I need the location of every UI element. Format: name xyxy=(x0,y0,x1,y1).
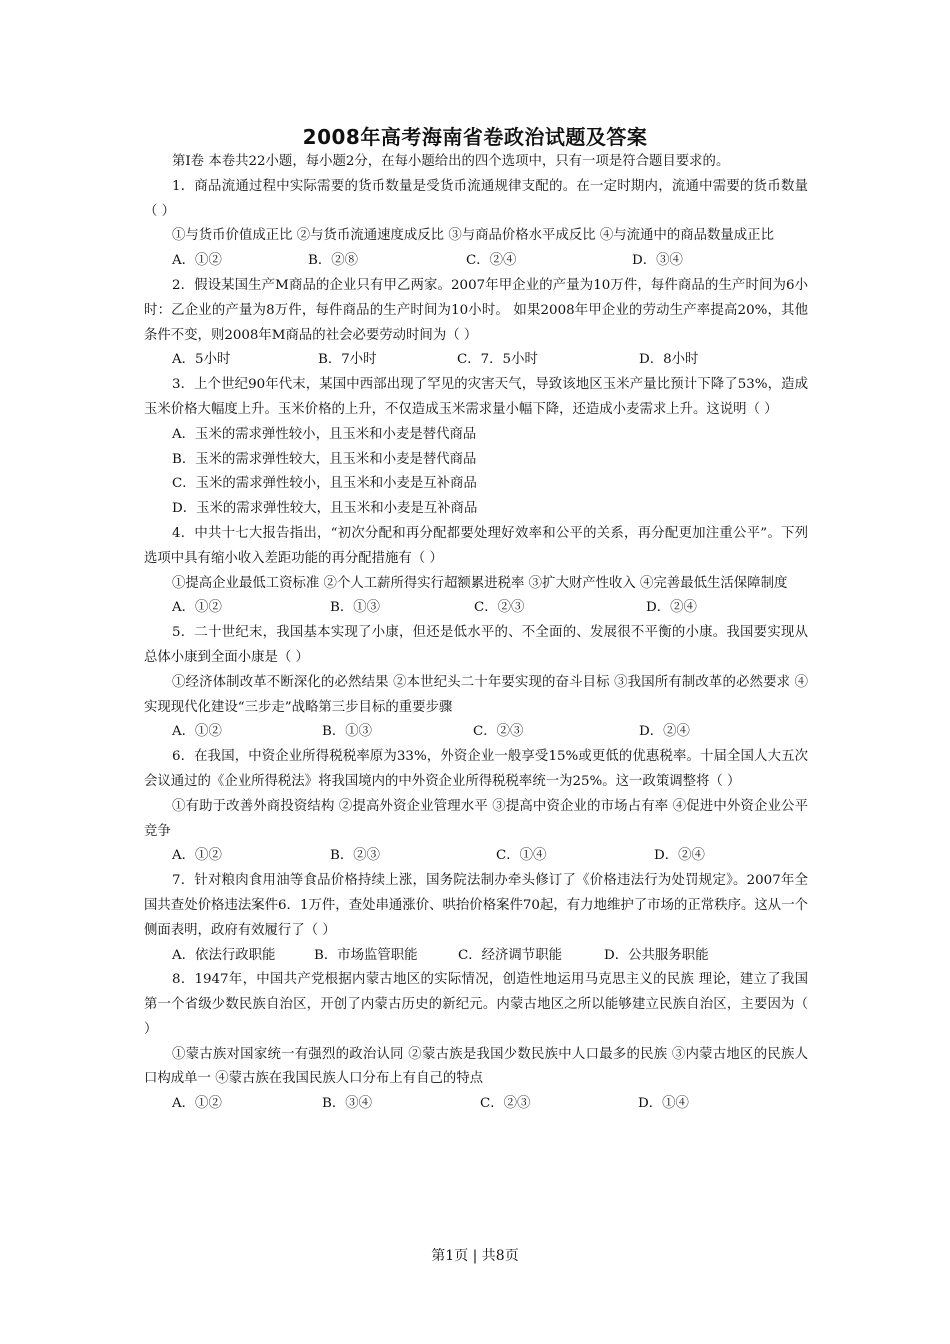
option-b: B．①③ xyxy=(322,724,373,740)
question-5-options xyxy=(144,720,808,745)
question-4-stem: 4．中共十七大报告指出，“初次分配和再分配都要处理好效率和公平的关系，再分配更加注重公平”。下列选项中具有缩小收入差距功能的再分配措施有（ ） xyxy=(144,525,808,566)
option-b: B．②⑧ xyxy=(308,253,359,269)
option-a: A．5小时 xyxy=(172,352,231,368)
question-1-options xyxy=(144,249,808,274)
question-8-options xyxy=(144,1092,808,1117)
option-c: C．①④ xyxy=(496,848,547,864)
question-5-items: ①经济体制改革不断深化的必然结果 ②本世纪头二十年要实现的奋斗目标 ③我国所有制改革的必然要求 ④实现现代化建设“三步走”战略第三步目标的重要步骤 xyxy=(144,674,808,715)
question-3-option-c: C．玉米的需求弹性较小，且玉米和小麦是互补商品 xyxy=(172,476,477,492)
page-footer: 第1页 | 共8页 xyxy=(431,1248,519,1264)
option-b: B．②③ xyxy=(330,848,381,864)
option-d: D．①④ xyxy=(638,1096,689,1112)
question-3-option-a: A．玉米的需求弹性较小，且玉米和小麦是替代商品 xyxy=(172,426,477,442)
question-2-options xyxy=(144,348,808,373)
question-6-options xyxy=(144,844,808,869)
section-intro: 第Ⅰ卷 本卷共22小题，每小题2分，在每小题给出的四个选项中，只有一项是符合题目要求的。 xyxy=(172,154,730,169)
option-a: A．①② xyxy=(172,600,222,616)
question-7-options xyxy=(144,944,808,969)
question-3-stem: 3．上个世纪90年代末，某国中西部出现了罕见的灾害天气，导致该地区玉米产量比预计下降了53%，造成玉米价格大幅度上升。玉米价格的上升，不仅造成玉米需求量小幅下降，还造成小麦需求上升。这说明（ ） xyxy=(144,377,808,417)
option-a: A．①② xyxy=(172,848,222,864)
option-c: C．②③ xyxy=(473,724,524,740)
question-6-items: ①有助于改善外商投资结构 ②提高外资企业管理水平 ③提高中资企业的市场占有率 ④促进中外资企业公平竞争 xyxy=(144,798,808,839)
option-a: A．①② xyxy=(172,724,222,740)
option-c: C．②③ xyxy=(474,600,525,616)
question-8-items: ①蒙古族对国家统一有强烈的政治认同 ②蒙古族是我国少数民族中人口最多的民族 ③内蒙古地区的民族人口构成单一 ④蒙古族在我国民族人口分布上有自己的特点 xyxy=(144,1046,808,1087)
option-a: A．①② xyxy=(172,253,222,269)
option-a: A．依法行政职能 xyxy=(172,947,276,963)
option-c: C．7．5小时 xyxy=(457,352,538,368)
option-d: D．②④ xyxy=(654,848,705,864)
question-8-stem: 8．1947年，中国共产党根据内蒙古地区的实际情况，创造性地运用马克思主义的民族 理论，建立了我国第一个省级少数民族自治区，开创了内蒙古历史的新纪元。内蒙古地区之所以能够建立民族自治区，主要因为（ ） xyxy=(144,972,808,1037)
option-d: D．②④ xyxy=(639,724,690,740)
document-body xyxy=(144,150,808,1117)
option-c: C．②④ xyxy=(466,253,517,269)
option-d: D．公共服务职能 xyxy=(604,947,709,963)
option-b: B．7小时 xyxy=(318,352,377,368)
question-7-stem: 7．针对粮肉食用油等食品价格持续上涨，国务院法制办牵头修订了《价格违法行为处罚规定》。2007年全国共查处价格违法案件6．1万件，查处串通涨价、哄抬价格案件70起，有力地维护了市场的正常秩序。这从一个侧面表明，政府有效履行了（ ） xyxy=(144,873,808,938)
option-b: B．①③ xyxy=(330,600,381,616)
question-4-options xyxy=(144,596,808,621)
option-a: A．①② xyxy=(172,1096,222,1112)
option-c: C．经济调节职能 xyxy=(458,947,562,963)
option-d: D．②④ xyxy=(646,600,697,616)
question-3-option-b: B．玉米的需求弹性较大，且玉米和小麦是替代商品 xyxy=(172,451,477,467)
option-b: B．③④ xyxy=(322,1096,373,1112)
question-4-items: ①提高企业最低工资标准 ②个人工薪所得实行超额累进税率 ③扩大财产性收入 ④完善最低生活保障制度 xyxy=(172,575,788,591)
option-c: C．②③ xyxy=(480,1096,531,1112)
question-2-stem: 2．假设某国生产M商品的企业只有甲乙两家。2007年甲企业的产量为10万件，每件商品的生产时间为6小时：乙企业的产量为8万件，每件商品的生产时间为10小时。 如果2008年甲企业的劳动生产率提高20%，其他条件不变，则2008年M商品的社会必要劳动时间为（ ） xyxy=(144,277,808,343)
question-5-stem: 5．二十世纪末，我国基本实现了小康，但还是低水平的、不全面的、发展很不平衡的小康。我国要实现从总体小康到全面小康是（ ） xyxy=(144,625,808,665)
option-b: B．市场监管职能 xyxy=(314,947,418,963)
question-3-option-d: D．玉米的需求弹性较大，且玉米和小麦是互补商品 xyxy=(172,501,478,517)
option-d: D．③④ xyxy=(632,253,683,269)
question-1-items: ①与货币价值成正比 ②与货币流通速度成反比 ③与商品价格水平成反比 ④与流通中的商品数量成正比 xyxy=(172,228,774,244)
option-d: D．8小时 xyxy=(639,352,699,368)
question-1-stem: 1．商品流通过程中实际需要的货币数量是受货币流通规律支配的。在一定时期内，流通中需要的货币数量（ ） xyxy=(144,178,808,219)
document-title: 2008年高考海南省卷政治试题及答案 xyxy=(302,125,648,149)
question-6-stem: 6．在我国，中资企业所得税税率原为33%，外资企业一般享受15%或更低的优惠税率。十届全国人大五次会议通过的《企业所得税法》将我国境内的中外资企业所得税税率统一为25%。这一政策调整将（ ） xyxy=(144,749,808,789)
